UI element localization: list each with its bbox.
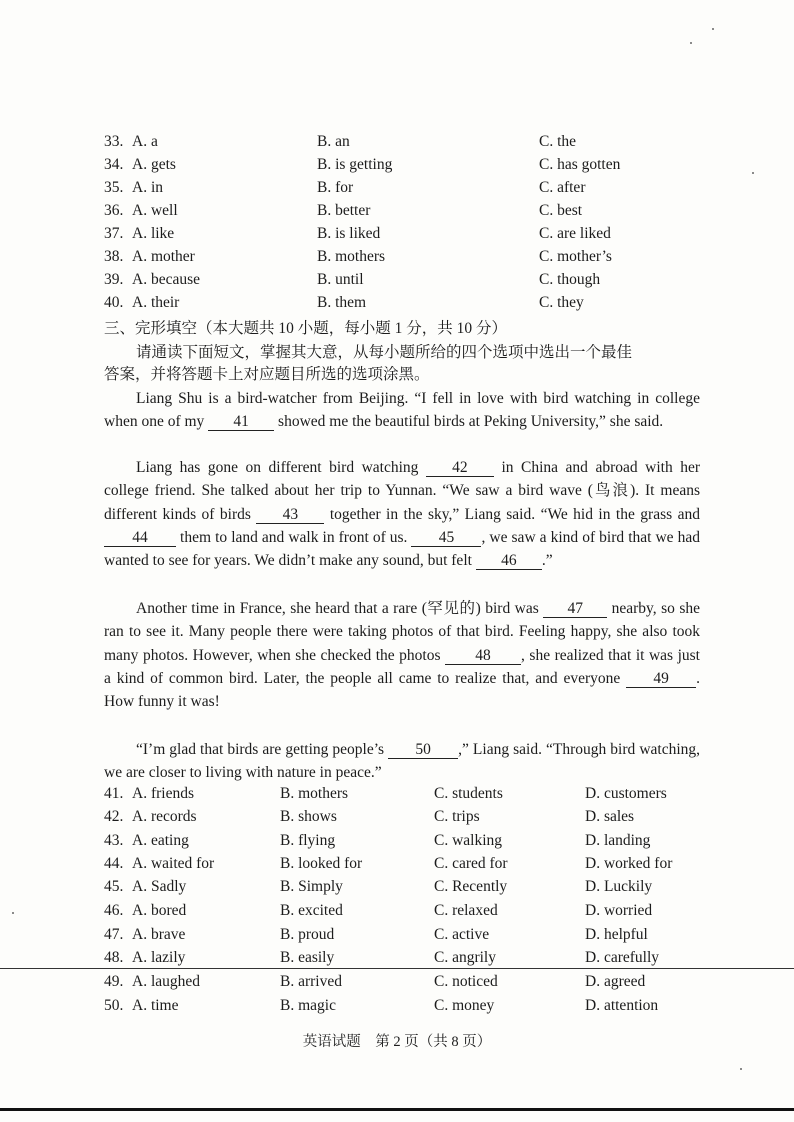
blank-45: 45 xyxy=(411,530,481,547)
option-c: C. angrily xyxy=(434,949,496,966)
question-50 xyxy=(104,997,704,1020)
option-c: C. they xyxy=(539,294,584,311)
blank-46: 46 xyxy=(476,553,542,570)
option-c: C. after xyxy=(539,179,586,196)
option-a: A. because xyxy=(132,271,200,288)
blank-44: 44 xyxy=(104,530,176,547)
option-b: B. is getting xyxy=(317,156,393,173)
option-d: D. worried xyxy=(585,902,653,919)
blank-42: 42 xyxy=(426,460,494,477)
option-c: C. Recently xyxy=(434,878,508,895)
option-a: A. their xyxy=(132,294,180,311)
question-number: 37. xyxy=(104,225,124,242)
option-a: A. records xyxy=(132,808,197,825)
page-footer: 英语试题 第 2 页（共 8 页） xyxy=(302,1034,492,1050)
question-number: 48. xyxy=(104,949,124,966)
question-49 xyxy=(104,973,704,996)
question-number: 49. xyxy=(104,973,124,990)
question-number: 36. xyxy=(104,202,124,219)
question-47 xyxy=(104,926,704,949)
option-a: A. in xyxy=(132,179,163,196)
question-number: 35. xyxy=(104,179,124,196)
question-number: 47. xyxy=(104,926,124,943)
option-a: A. Sadly xyxy=(132,878,187,895)
option-b: B. proud xyxy=(280,926,335,943)
question-35 xyxy=(104,179,704,202)
blank-48: 48 xyxy=(445,648,521,665)
option-c: C. the xyxy=(539,133,577,150)
question-number: 38. xyxy=(104,248,124,265)
option-c: C. noticed xyxy=(434,973,498,990)
blank-50: 50 xyxy=(388,742,458,759)
option-b: B. Simply xyxy=(280,878,343,895)
blank-47: 47 xyxy=(543,601,607,618)
option-b: B. mothers xyxy=(317,248,386,265)
question-36 xyxy=(104,202,704,225)
option-c: C. best xyxy=(539,202,583,219)
question-34 xyxy=(104,156,704,179)
instruction-line-1: 请通读下面短文，掌握其大意，从每小题所给的四个选项中选出一个最佳 xyxy=(136,344,633,361)
instruction-line-2: 答案，并将答题卡上对应题目所选的选项涂黑。 xyxy=(104,366,430,383)
option-b: B. is liked xyxy=(317,225,381,242)
option-a: A. well xyxy=(132,202,178,219)
option-a: A. friends xyxy=(132,785,194,802)
scan-speck xyxy=(740,1068,742,1070)
option-c: C. are liked xyxy=(539,225,611,242)
scan-speck xyxy=(752,172,754,174)
option-b: B. flying xyxy=(280,832,336,849)
option-b: B. looked for xyxy=(280,855,363,872)
option-d: D. worked for xyxy=(585,855,673,872)
option-c: C. walking xyxy=(434,832,503,849)
question-46 xyxy=(104,902,704,925)
blank-43: 43 xyxy=(256,507,324,524)
option-d: D. landing xyxy=(585,832,651,849)
question-number: 45. xyxy=(104,878,124,895)
question-number: 43. xyxy=(104,832,124,849)
question-39 xyxy=(104,271,704,294)
question-40 xyxy=(104,294,704,317)
option-c: C. students xyxy=(434,785,503,802)
option-a: A. brave xyxy=(132,926,186,943)
option-d: D. attention xyxy=(585,997,659,1014)
option-b: B. excited xyxy=(280,902,343,919)
option-c: C. though xyxy=(539,271,601,288)
option-b: B. them xyxy=(317,294,367,311)
question-43 xyxy=(104,832,704,855)
option-d: D. agreed xyxy=(585,973,646,990)
blank-41: 41 xyxy=(208,414,274,431)
option-c: C. has gotten xyxy=(539,156,621,173)
scan-speck xyxy=(12,912,14,914)
option-a: A. eating xyxy=(132,832,189,849)
option-b: B. for xyxy=(317,179,354,196)
question-33 xyxy=(104,133,704,156)
option-a: A. like xyxy=(132,225,175,242)
passage-paragraph-2: Liang has gone on different bird watching 42 in China and abroad with her college friend. She talked about her trip to Yunnan. “We saw a bird wave (鸟浪). It means different kinds of birds 43 together in the sky,” Liang said. “We hid in the grass and 44 them to land and walk in front of us. 45 , we saw a kind of bird that we had wanted to see for years. We didn’t make any sound, but felt 46 .” xyxy=(104,459,700,570)
question-45 xyxy=(104,878,704,901)
option-b: B. arrived xyxy=(280,973,342,990)
question-42 xyxy=(104,808,704,831)
question-number: 50. xyxy=(104,997,124,1014)
scan-speck xyxy=(690,42,692,44)
question-37 xyxy=(104,225,704,248)
question-44 xyxy=(104,855,704,878)
option-a: A. waited for xyxy=(132,855,215,872)
option-a: A. bored xyxy=(132,902,187,919)
scan-speck xyxy=(712,28,714,30)
question-number: 42. xyxy=(104,808,124,825)
option-c: C. trips xyxy=(434,808,480,825)
option-a: A. a xyxy=(132,133,158,150)
passage-paragraph-3: Another time in France, she heard that a rare (罕见的) bird was 47 nearby, so she ran to see it. Many people there were taking photos of that bird. Feeling happy, she also took many photos. However, when she checked the photos 48 , she realized that it was just a kind of common bird. Later, the people all came to realize that, and everyone 49 . How funny it was! xyxy=(104,600,700,711)
question-number: 41. xyxy=(104,785,124,802)
option-a: A. time xyxy=(132,997,179,1014)
passage-paragraph-4: “I’m glad that birds are getting people’s 50 ,” Liang said. “Through bird watching, we are closer to living with nature in peace.” xyxy=(104,741,701,782)
question-number: 44. xyxy=(104,855,124,872)
passage-paragraph-1: Liang Shu is a bird-watcher from Beijing. “I fell in love with bird watching in college when one of my 41 showed me the beautiful birds at Peking University,” she said. xyxy=(104,390,700,431)
option-b: B. mothers xyxy=(280,785,349,802)
option-d: D. carefully xyxy=(585,949,660,966)
option-b: B. until xyxy=(317,271,364,288)
question-number: 34. xyxy=(104,156,124,173)
option-b: B. easily xyxy=(280,949,335,966)
bottom-border xyxy=(0,1108,794,1111)
option-c: C. relaxed xyxy=(434,902,498,919)
question-number: 39. xyxy=(104,271,124,288)
option-b: B. better xyxy=(317,202,371,219)
option-a: A. mother xyxy=(132,248,195,265)
option-d: D. Luckily xyxy=(585,878,653,895)
question-number: 33. xyxy=(104,133,124,150)
question-41 xyxy=(104,785,704,808)
section-title: 三、完形填空（本大题共 10 小题，每小题 1 分，共 10 分） xyxy=(104,320,508,337)
scan-line xyxy=(0,968,794,969)
option-a: A. laughed xyxy=(132,973,201,990)
option-b: B. an xyxy=(317,133,350,150)
option-a: A. lazily xyxy=(132,949,186,966)
option-d: D. customers xyxy=(585,785,667,802)
option-b: B. magic xyxy=(280,997,336,1014)
option-a: A. gets xyxy=(132,156,176,173)
question-number: 46. xyxy=(104,902,124,919)
blank-49: 49 xyxy=(626,671,696,688)
option-c: C. money xyxy=(434,997,495,1014)
option-c: C. active xyxy=(434,926,490,943)
question-38 xyxy=(104,248,704,271)
option-b: B. shows xyxy=(280,808,337,825)
option-c: C. cared for xyxy=(434,855,508,872)
question-number: 40. xyxy=(104,294,124,311)
option-d: D. sales xyxy=(585,808,635,825)
option-c: C. mother’s xyxy=(539,248,612,265)
option-d: D. helpful xyxy=(585,926,648,943)
